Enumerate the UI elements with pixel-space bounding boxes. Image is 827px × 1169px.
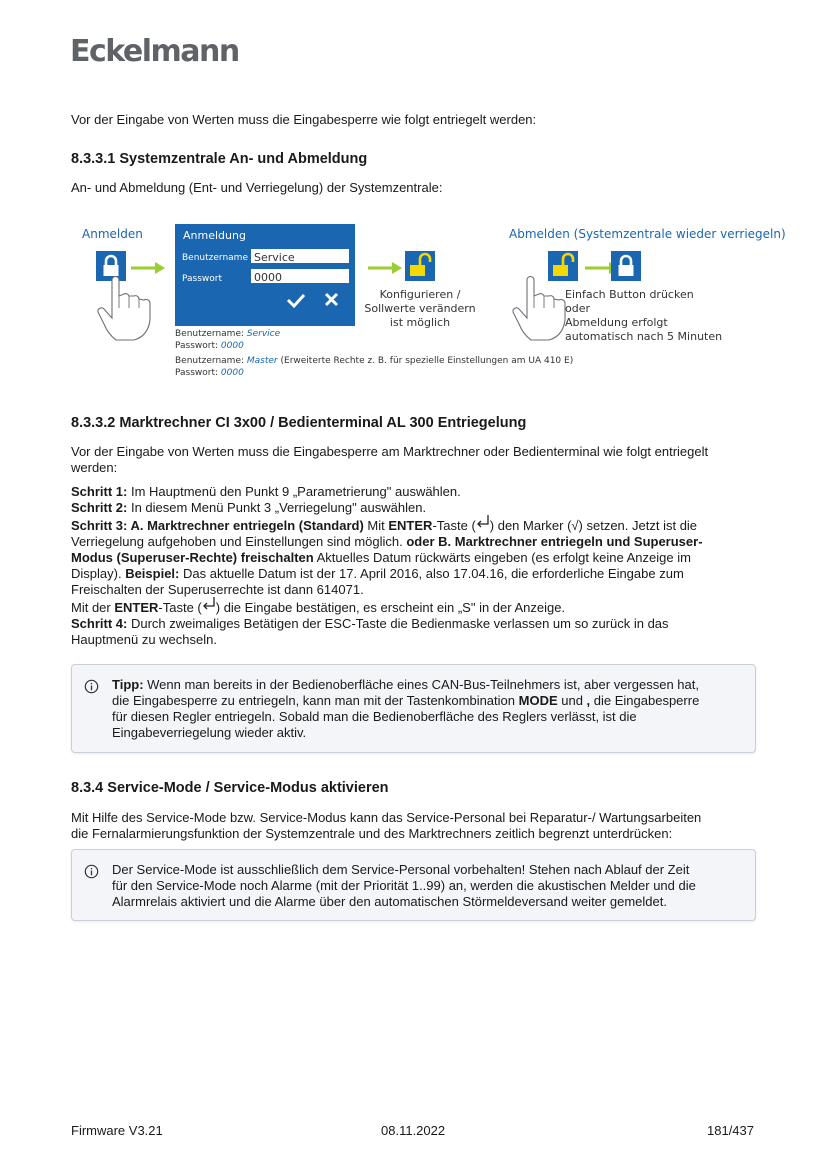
logout-line-1: Einfach Button drücken [565,288,694,301]
lock-closed-icon [96,251,126,281]
anmelden-label: Anmelden [82,227,143,241]
password-value: 0000 [254,271,282,284]
configure-line-2: Sollwerte verändern [364,302,476,315]
step-4: Schritt 4: Durch zweimaliges Betätigen der ESC-Taste die Bedienmaske verlassen um so zurück in das [71,616,669,631]
service-note-box: Der Service-Mode ist ausschließlich dem Service-Personal vorbehalten! Stehen nach Ablauf der Zeit für den Service-Mode noch Alarme (mit der Priorität 1..99) an, werden die akustischen Melder und die Alarmrelais aktiviert und die Alarme über den automatischen Störmeldeversand weiter gemeldet. [71,849,756,921]
configure-line-1: Konfigurieren / [379,288,461,301]
section-834-text: Mit Hilfe des Service-Mode bzw. Service-Modus kann das Service-Personal bei Reparatur-/ Wartungsarbeiten die Fernalarmierungsfunktion der Systemzentrale und des Marktrechners zeitlich begrenzt unterdrücken: [71,810,702,841]
logout-line-4: automatisch nach 5 Minuten [565,330,723,343]
abmelden-label: Abmelden (Systemzentrale wieder verriegeln) [509,227,786,241]
hand-pointer-icon [513,277,565,341]
section-heading-8331: 8.3.3.1 Systemzentrale An- und Abmeldung [71,151,368,167]
tip-box: Tipp: Wenn man bereits in der Bedienoberfläche eines CAN-Bus-Teilnehmers ist, aber vergessen hat, die Eingabesperre zu entriegeln, kann man mit der Tastenkombination MODE und , die Eingabesperre für diesen Regler entriegeln. Sobald man die Bedienoberfläche des Reglers verlässt, ist die Eingabeverriegelung wieder aktiv. [71,664,756,753]
confirm-line: Mit der ENTER-Taste ( ) die Eingabe bestätigen, es erscheint ein „S" in der Anzeige. [71,600,757,616]
logout-line-2: oder [565,302,591,315]
step-3: Schritt 3: A. Marktrechner entriegeln (Standard) Mit ENTER-Taste ( ) den Marker (√) setzen. Jetzt ist die [71,518,757,534]
logout-line-3: Abmeldung erfolgt [565,316,668,329]
configure-line-3: ist möglich [389,316,451,329]
username-value: Service [254,251,295,264]
cred1-username: Benutzername: Service [175,329,281,339]
section-8332-intro: Vor der Eingabe von Werten muss die Eingabesperre am Marktrechner oder Bedienterminal wie folgt entriegelt werden: [71,444,709,475]
steps-block: Schritt 1: Im Hauptmenü den Punkt 9 „Parametrierung" auswählen. Schritt 2: In diesem Menü Punkt 3 „Verriegelung" auswählen. Schritt 3: A. Marktrechner entriegeln (Standard) Mit ENTER-Taste ( ) den Marker (√) setzen. Jetzt ist die Verriegelung aufgehoben und Einstellungen sind möglich. oder B. Marktrechner entriegeln und Superuser- Modus (Superuser-Rechte) freischalten Aktuelles Datum rückwärts eingeben (es erfolgt keine Anzeige im Display). Beispiel: Das aktuelle Datum ist der 17. April 2016, also 17.04.16, die erforderliche Eingabe zum Freischalten der Superuserrechte ist dann 614071. Mit der ENTER-Taste ( ) die Eingabe bestätigen, es erscheint ein „S" in der Anzeige. Schritt 4: Durch zweimaliges Betätigen der ESC-Taste die Bedienmaske verlassen um so zurück in das Hauptmenü zu wechseln. [71,484,757,648]
info-icon [84,679,99,694]
arrow-right-icon [131,262,165,274]
dialog-title: Anmeldung [183,229,246,242]
section-8331-text: An- und Abmeldung (Ent- und Verriegelung) der Systemzentrale: [71,180,443,195]
login-diagram [0,218,827,383]
lock-open-icon [548,251,578,281]
enter-key-icon [476,518,490,531]
arrow-right-icon [368,262,402,274]
step-2: Schritt 2: In diesem Menü Punkt 3 „Verriegelung" auswählen. [71,500,427,515]
footer-date: 08.11.2022 [381,1123,446,1138]
username-label: Benutzername [182,253,248,263]
info-icon [84,864,99,879]
cred2-password: Passwort: 0000 [175,368,244,378]
cred2-username: Benutzername: Master (Erweiterte Rechte z. B. für spezielle Einstellungen am UA 410 E) [175,356,574,366]
enter-key-icon [202,600,216,613]
hand-pointer-icon [98,277,150,341]
section-heading-8332: 8.3.3.2 Marktrechner CI 3x00 / Bedienterminal AL 300 Entriegelung [71,415,527,431]
step-1: Schritt 1: Im Hauptmenü den Punkt 9 „Parametrierung" auswählen. [71,484,461,499]
cred1-password: Passwort: 0000 [175,341,244,351]
password-label: Passwort [182,274,223,284]
section-heading-834: 8.3.4 Service-Mode / Service-Modus aktivieren [71,780,389,796]
lock-open-icon [405,251,435,281]
footer-page-number: 181/437 [707,1123,754,1138]
lock-closed-icon [611,251,641,281]
intro-text: Vor der Eingabe von Werten muss die Eingabesperre wie folgt entriegelt werden: [71,112,537,127]
eckelmann-logo: Eckelmann [70,34,239,69]
footer-firmware: Firmware V3.21 [71,1123,163,1138]
